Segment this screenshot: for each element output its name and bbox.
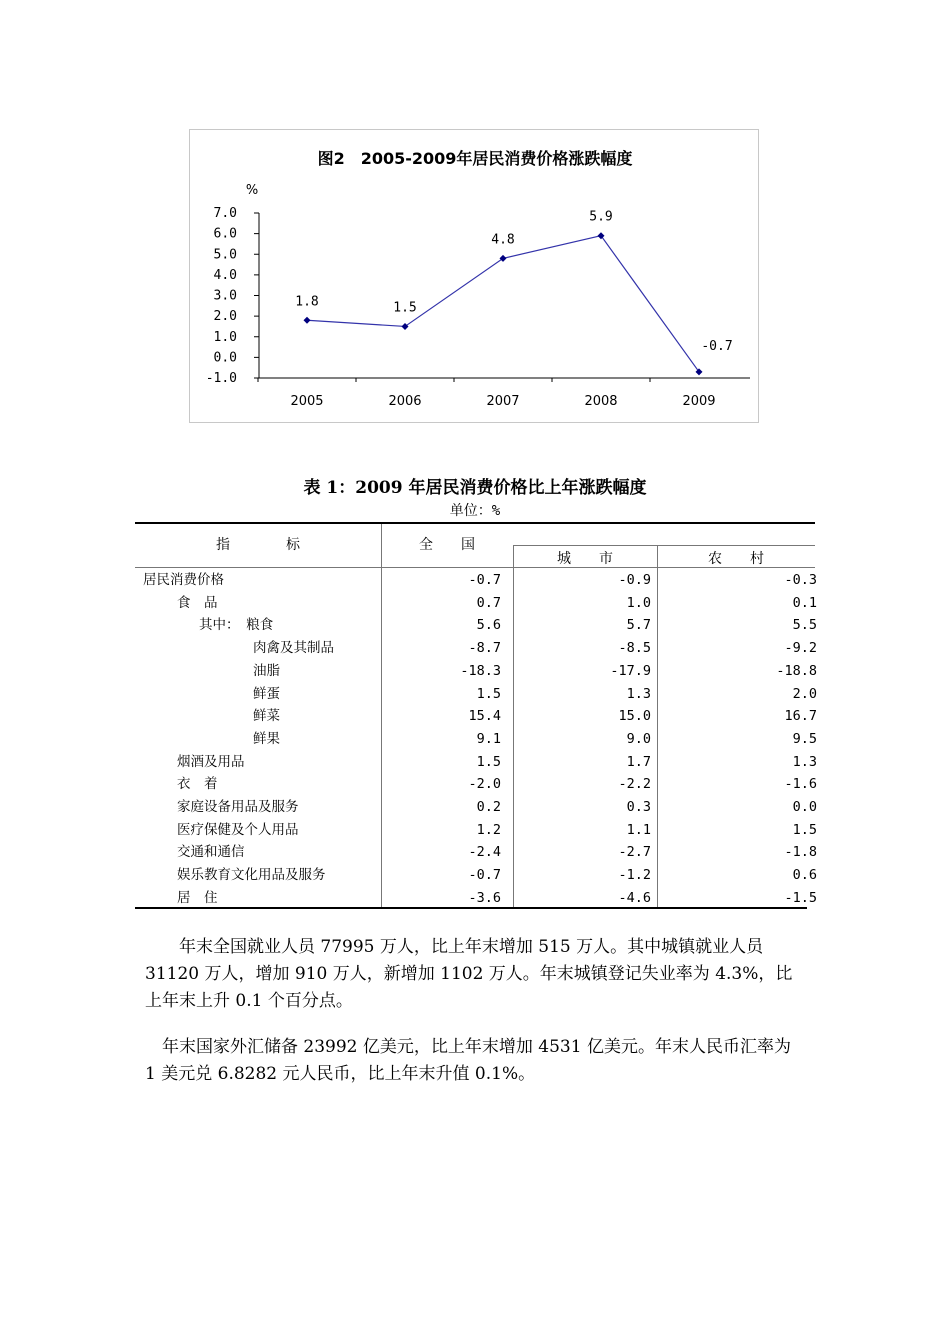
cell-rural: 0.6 — [792, 867, 817, 884]
y-tick-label: 5.0 — [213, 247, 237, 263]
cell-national: 15.4 — [468, 708, 501, 725]
row-label: 鲜菜 — [253, 708, 280, 725]
chart-canvas — [190, 130, 760, 424]
cell-rural: -1.8 — [784, 844, 817, 861]
cell-national: -2.4 — [468, 844, 501, 861]
cell-rural: 2.0 — [792, 685, 817, 702]
y-tick-label: 0.0 — [213, 350, 237, 366]
reserves-paragraph: 年末国家外汇储备 23992 亿美元，比上年末增加 4531 亿美元。年末人民币汇率为 1 美元兑 6.8282 元人民币，比上年末升值 0.1%。 — [145, 1037, 791, 1084]
x-tick-label: 2008 — [584, 394, 618, 409]
cpi-line-chart — [189, 129, 759, 423]
subheader-rule — [513, 545, 815, 546]
row-label: 医疗保健及个人用品 — [177, 821, 299, 838]
cell-city: 0.3 — [626, 799, 651, 815]
row-label: 衣 着 — [177, 776, 218, 793]
row-label: 居 住 — [177, 889, 218, 906]
y-tick-label: 6.0 — [213, 226, 237, 242]
x-tick-label: 2005 — [290, 394, 324, 409]
y-tick-label: 4.0 — [213, 267, 237, 283]
row-label: 娱乐教育文化用品及服务 — [177, 867, 326, 884]
data-label: 1.5 — [393, 300, 417, 316]
cell-rural: 0.0 — [792, 799, 817, 815]
y-tick-label: -1.0 — [205, 371, 237, 386]
employment-paragraph: 年末全国就业人员 77995 万人，比上年末增加 515 万人。其中城镇就业人员 31120 万人，增加 910 万人，新增加 1102 万人。年末城镇登记失业率为 4.3%，比上年末上升 0.1 个百分点。 — [145, 937, 793, 1011]
cell-rural: -18.8 — [776, 662, 817, 679]
row-label: 鲜蛋 — [253, 685, 280, 702]
row-label: 居民消费价格 — [143, 572, 224, 588]
cell-national: 1.5 — [476, 685, 501, 702]
cell-rural: -1.6 — [784, 776, 817, 793]
cell-rural: -9.2 — [784, 640, 817, 657]
table-unit: 单位：% — [449, 503, 501, 519]
row-label: 其中： 粮食 — [199, 617, 274, 634]
cell-national: 1.2 — [476, 821, 501, 838]
data-label: 4.8 — [491, 232, 515, 248]
cell-city: -17.9 — [610, 662, 651, 679]
x-tick-label: 2007 — [486, 394, 520, 409]
cell-rural: 0.1 — [792, 594, 817, 611]
cell-city: 1.3 — [626, 685, 651, 702]
cell-rural: -1.5 — [784, 889, 817, 906]
header-indicator: 指 标 — [216, 537, 300, 553]
y-axis-unit: % — [245, 183, 259, 198]
row-label: 交通和通信 — [177, 844, 245, 861]
cell-national: -0.7 — [468, 572, 501, 588]
header-national: 全 国 — [419, 537, 475, 553]
cell-city: -2.2 — [618, 776, 651, 793]
x-tick-label: 2006 — [388, 394, 422, 409]
cell-city: 15.0 — [618, 708, 651, 725]
row-label: 鲜果 — [253, 730, 280, 747]
row-label: 家庭设备用品及服务 — [177, 799, 299, 815]
cell-city: -1.2 — [618, 867, 651, 884]
data-point — [402, 323, 409, 330]
cell-national: -0.7 — [468, 867, 501, 884]
cell-city: -4.6 — [618, 889, 651, 906]
data-point — [500, 255, 507, 262]
cell-city: 9.0 — [626, 730, 651, 747]
y-tick-label: 2.0 — [213, 309, 237, 325]
row-label: 烟酒及用品 — [177, 753, 245, 770]
data-label: -0.7 — [701, 338, 733, 354]
row-label: 油脂 — [253, 662, 280, 679]
y-tick-label: 1.0 — [213, 329, 237, 345]
cell-city: -8.5 — [618, 640, 651, 657]
cell-city: -2.7 — [618, 844, 651, 861]
cell-city: -0.9 — [618, 572, 651, 588]
data-label: 1.8 — [295, 294, 319, 310]
cell-national: -3.6 — [468, 889, 501, 906]
cpi-table — [135, 522, 815, 908]
table-top-rule — [135, 522, 815, 524]
row-label: 食 品 — [177, 594, 218, 611]
cell-city: 1.7 — [626, 753, 651, 770]
cell-national: 5.6 — [476, 617, 501, 634]
cell-national: 9.1 — [476, 730, 501, 747]
y-tick-label: 7.0 — [213, 206, 237, 221]
table-title: 表 1：2009 年居民消费价格比上年涨跌幅度 — [303, 478, 647, 498]
cell-city: 1.1 — [626, 821, 651, 838]
cell-national: -2.0 — [468, 776, 501, 793]
header-rural: 农 村 — [708, 551, 764, 567]
chart-title: 图2 2005-2009年居民消费价格涨跌幅度 — [317, 149, 633, 168]
data-point — [304, 317, 311, 324]
cell-rural: 1.3 — [792, 753, 817, 770]
cell-rural: 5.5 — [792, 617, 817, 634]
cell-rural: 9.5 — [792, 730, 817, 747]
data-label: 5.9 — [589, 209, 613, 225]
cell-national: 0.7 — [476, 594, 501, 611]
cell-rural: 1.5 — [792, 821, 817, 838]
cell-national: 1.5 — [476, 753, 501, 770]
cell-national: 0.2 — [476, 799, 501, 815]
cell-city: 1.0 — [626, 594, 651, 611]
y-tick-label: 3.0 — [213, 288, 237, 304]
cell-national: -8.7 — [468, 640, 501, 657]
cell-national: -18.3 — [460, 662, 501, 679]
row-label: 肉禽及其制品 — [253, 640, 334, 657]
cell-city: 5.7 — [626, 617, 651, 634]
cell-rural: 16.7 — [784, 708, 817, 725]
cell-rural: -0.3 — [784, 572, 817, 588]
header-city: 城 市 — [557, 551, 613, 567]
x-tick-label: 2009 — [682, 394, 716, 409]
